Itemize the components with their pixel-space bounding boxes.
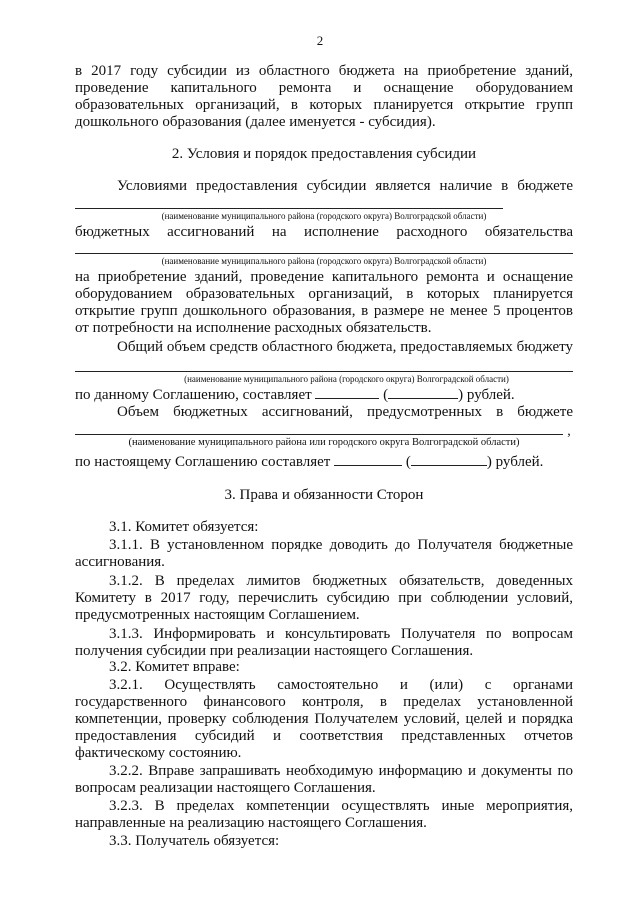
blank-line-3 (75, 371, 573, 372)
amount-words-blank-2[interactable] (411, 452, 487, 466)
s2-line-4: оборудованием образовательных организаций, в которых планируется (75, 286, 573, 302)
s2-line-8 (75, 385, 573, 404)
p3-2-3-line-1: 3.2.3. В пределах компетенции осуществлять иные мероприятия, (109, 798, 573, 814)
s2-line-5: открытие групп дошкольного образования, в размере не менее 5 процентов (75, 303, 573, 319)
s2-comma: , (567, 424, 571, 439)
p3-3: 3.3. Получатель обязуется: (109, 833, 280, 849)
p3-2-1-line-2: государственного финансового контроля, в пределах установленной (75, 694, 573, 710)
blank-line-1 (75, 208, 503, 209)
s2-line-10-text: по настоящему Соглашению составляет (75, 454, 331, 470)
intro-line-1: в 2017 году субсидии из областного бюджета на приобретение зданий, (75, 63, 573, 79)
p3-2-2-line-1: 3.2.2. Вправе запрашивать необходимую информацию и документы по (109, 763, 573, 779)
caption-1: (наименование муниципального района (городского округа) Волгоградской области) (161, 211, 487, 221)
blank-line-2 (75, 253, 573, 254)
p3-1-2-line-3: предусмотренных настоящим Соглашением. (75, 607, 360, 623)
p3-2-3-line-2: направленные на реализацию настоящего Соглашения. (75, 815, 427, 831)
s2-line-8-rub: ) рублей. (458, 387, 515, 403)
p3-2-1-line-1: 3.2.1. Осуществлять самостоятельно и (или) с органами (109, 677, 573, 693)
s2-line-3: на приобретение зданий, проведение капитального ремонта и оснащение (75, 269, 573, 285)
s2-line-1: Условиями предоставления субсидии является наличие в бюджете (117, 178, 573, 194)
amount-words-blank-1[interactable] (388, 385, 458, 399)
caption-4: (наименование муниципального района или городского округа Волгоградской области) (128, 437, 520, 448)
p3-1-2-line-1: 3.1.2. В пределах лимитов бюджетных обязательств, доведенных (109, 573, 573, 589)
s2-line-10-paren: ( (405, 454, 411, 470)
blank-line-4 (75, 434, 563, 435)
s2-line-2: бюджетных ассигнований на исполнение расходного обязательства (75, 224, 573, 240)
p3-1-3-line-2: получения субсидии при реализации настоящего Соглашения. (75, 643, 474, 659)
p3-2-1-line-3: компетенции, проверку соблюдения Получателем условий, целей и порядка (75, 711, 573, 727)
p3-2-2-line-2: вопросам реализации настоящего Соглашения. (75, 780, 376, 796)
s2-line-10-rub: ) рублей. (486, 454, 544, 470)
amount-blank-1[interactable] (315, 385, 379, 399)
s2-line-6: от потребности на исполнение расходных обязательств. (75, 320, 432, 336)
s2-line-8-text: по данному Соглашению, составляет (75, 387, 312, 403)
s2-line-9: Объем бюджетных ассигнований, предусмотренных в бюджете (117, 404, 573, 420)
p3-1-3-line-1: 3.1.3. Информировать и консультировать Получателя по вопросам (109, 626, 573, 642)
s2-line-10 (75, 452, 573, 471)
p3-2-1-line-5: фактическому состоянию. (75, 745, 242, 761)
p3-1-1-line-2: ассигнования. (75, 554, 165, 570)
intro-line-2: проведение капитального ремонта и оснащение оборудованием (75, 80, 573, 96)
page-number: 2 (316, 33, 324, 48)
p3-1: 3.1. Комитет обязуется: (109, 519, 259, 535)
p3-2-1-line-4: предоставления субсидий и соответствия представленных отчетов (75, 728, 573, 744)
p3-1-2-line-2: Комитету в 2017 году, перечислить субсидию при соблюдении условий, (75, 590, 573, 606)
p3-2: 3.2. Комитет вправе: (109, 659, 240, 675)
caption-2: (наименование муниципального района (городского округа) Волгоградской области) (161, 256, 487, 266)
s2-line-8-paren: ( (383, 387, 389, 403)
intro-line-4: дошкольного образования (далее именуется - субсидия). (75, 114, 436, 130)
s2-line-7: Общий объем средств областного бюджета, предоставляемых бюджету (117, 339, 573, 355)
intro-line-3: образовательных организаций, в которых планируется открытие групп (75, 97, 573, 113)
caption-3: (наименование муниципального района (городского округа) Волгоградской области) (184, 374, 509, 384)
section-3-heading: 3. Права и обязанности Сторон (224, 487, 424, 503)
section-2-heading: 2. Условия и порядок предоставления субсидии (171, 146, 477, 162)
p3-1-1-line-1: 3.1.1. В установленном порядке доводить до Получателя бюджетные (109, 537, 573, 553)
amount-blank-2[interactable] (334, 452, 402, 466)
